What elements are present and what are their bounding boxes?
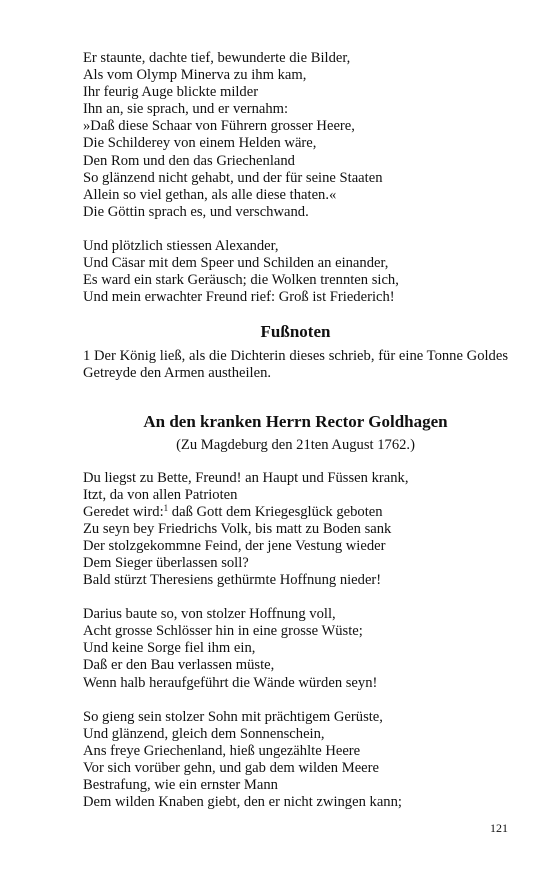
verse-line: Die Schilderey von einem Helden wäre, xyxy=(83,135,317,152)
verse-line: Dem wilden Knaben giebt, den er nicht zwingen kann; xyxy=(83,794,402,811)
verse-line: »Daß diese Schaar von Führern grosser Heere, xyxy=(83,118,355,135)
verse-line: Bestrafung, wie ein ernster Mann xyxy=(83,777,278,793)
poem-subtitle: (Zu Magdeburg den 21ten August 1762.) xyxy=(176,436,415,453)
verse-line: Vor sich vorüber gehn, und gab dem wilden Meere xyxy=(83,759,379,776)
verse-line: Itzt, da von allen Patrioten xyxy=(83,486,238,503)
verse-line: Ihr feurig Auge blickte milder xyxy=(83,84,259,101)
verse-text: Geredet wird: xyxy=(83,503,164,520)
verse-line: Und keine Sorge fiel ihm ein, xyxy=(83,640,256,657)
verse-line: Darius baute so, von stolzer Hoffnung voll, xyxy=(83,606,336,623)
verse-line: Ihn an, sie sprach, und er vernahm: xyxy=(83,101,289,118)
stanza-closing xyxy=(83,238,508,306)
verse-text: daß Gott dem Kriegesglück geboten xyxy=(168,503,383,520)
footnote-reference[interactable]: 1 xyxy=(163,502,169,513)
verse-line: Bald stürzt Theresiens gethürmte Hoffnung nieder! xyxy=(83,572,382,589)
stanza-gap xyxy=(83,221,508,238)
poem-stanza-2 xyxy=(83,606,508,691)
page-content xyxy=(83,50,508,811)
verse-line: Und plötzlich stiessen Alexander, xyxy=(83,237,279,254)
verse-line: Den Rom und den das Griechenland xyxy=(83,152,295,169)
poem-stanza-3 xyxy=(83,709,508,812)
footnote-text: 1 Der König ließ, als die Dichterin dieses schrieb, für eine Tonne Goldes Getreyde den Armen austheilen. xyxy=(83,348,508,382)
stanza-opening xyxy=(83,50,508,221)
verse-line: Wenn halb heraufgeführt die Wände würden seyn! xyxy=(83,674,378,691)
verse-line: Und mein erwachter Freund rief: Groß ist Friederich! xyxy=(83,289,395,306)
footnotes-heading: Fußnoten xyxy=(260,322,331,342)
verse-line: Dem Sieger überlassen soll? xyxy=(83,554,249,571)
verse-line: Acht grosse Schlösser hin in eine grosse Wüste; xyxy=(83,623,363,640)
verse-line: Ans freye Griechenland, hieß ungezählte Heere xyxy=(83,742,361,759)
verse-line: Es ward ein stark Geräusch; die Wolken trennten sich, xyxy=(83,272,399,289)
verse-line: Allein so viel gethan, als alle diese thaten.« xyxy=(83,186,337,203)
verse-line-with-footnote xyxy=(83,504,508,521)
verse-line: Und Cäsar mit dem Speer und Schilden an einander, xyxy=(83,255,389,272)
page-number: 121 xyxy=(490,821,508,835)
verse-line: So gieng sein stolzer Sohn mit prächtigem Gerüste, xyxy=(83,708,383,725)
poem-title: An den kranken Herrn Rector Goldhagen xyxy=(143,411,448,431)
verse-line: So glänzend nicht gehabt, und der für seine Staaten xyxy=(83,169,383,186)
verse-line: Die Göttin sprach es, und verschwand. xyxy=(83,203,309,220)
verse-line: Zu seyn bey Friedrichs Volk, bis matt zu Boden sank xyxy=(83,520,392,537)
verse-line: Und glänzend, gleich dem Sonnenschein, xyxy=(83,725,325,742)
stanza-gap xyxy=(83,589,508,606)
verse-line: Er staunte, dachte tief, bewunderte die Bilder, xyxy=(83,50,351,66)
poem-stanza-1 xyxy=(83,470,508,590)
verse-line: Der stolzgekommne Feind, der jene Vestung wieder xyxy=(83,537,386,554)
verse-line: Als vom Olymp Minerva zu ihm kam, xyxy=(83,67,307,84)
verse-line: Du liegst zu Bette, Freund! an Haupt und Füssen krank, xyxy=(83,469,409,486)
stanza-gap xyxy=(83,692,508,709)
verse-line: Daß er den Bau verlassen müste, xyxy=(83,657,275,674)
